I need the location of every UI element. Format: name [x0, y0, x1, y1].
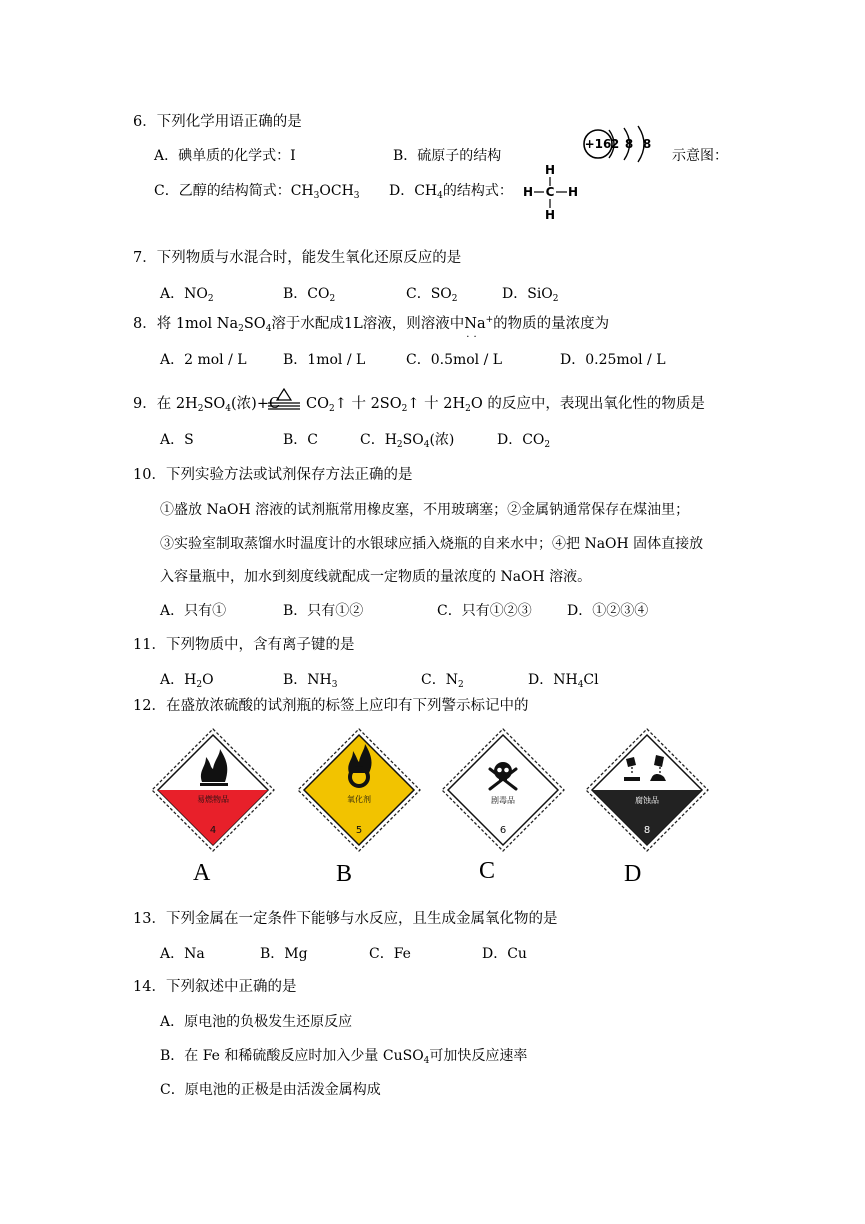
svg-text:H: H [567, 185, 579, 199]
atom-shell-2: 8 [624, 137, 634, 151]
q9-option-a: A．S [160, 432, 194, 448]
q8-option-d: D．0.25mol / L [560, 352, 666, 368]
hazard-sign-corrosive [584, 727, 710, 853]
q10-option-a: A．只有① [160, 603, 227, 619]
q14-option-b: B．在 Fe 和稀硫酸反应时加入少量 CuSO$_4$可加快反应速率 [160, 1048, 528, 1066]
question-11-stem: 11．下列物质中，含有离子键的是 [133, 637, 355, 653]
question-9-stem-part2: $CO_2↑$ 十 $2SO_2↑$ 十 $2H_2O$ 的反应中，表现出氧化性的物质是 [306, 396, 705, 414]
atom-nucleus-charge: +16 [584, 137, 612, 151]
svg-text:氧化剂: 氧化剂 [347, 795, 371, 804]
sign-letter-a: A [193, 860, 211, 886]
question-12-stem: 12．在盛放浓硫酸的试剂瓶的标签上应印有下列警示标记中的 [133, 698, 529, 714]
q6-option-b: B．硫原子的结构 [393, 148, 502, 164]
svg-text:剧毒品: 剧毒品 [491, 796, 515, 805]
sulfur-atom-structure-diagram [575, 120, 665, 170]
q9-option-b: B．C [283, 432, 318, 448]
atom-shell-3: 8 [642, 137, 652, 151]
q10-option-d: D．①②③④ [567, 603, 649, 619]
svg-text:H: H [522, 185, 534, 199]
svg-text:腐蚀品: 腐蚀品 [635, 796, 659, 805]
q11-option-a: A．$H_2O$ [160, 672, 214, 690]
q6-option-c: C．乙醇的结构简式：$CH_3OCH_3$ [154, 183, 360, 201]
q6-option-b-tail: 示意图： [672, 148, 728, 164]
q8-option-a: A．2 mol / L [160, 352, 247, 368]
q11-option-c: C．$N_2$ [421, 672, 464, 690]
svg-text:H: H [544, 163, 556, 177]
q14-option-c: C．原电池的正极是由活泼金属构成 [160, 1082, 381, 1098]
sign-letter-b: B [336, 861, 353, 887]
q7-option-b: B．$CO_2$ [283, 286, 336, 304]
emphasized-sodium-ion: Na+ ·· [464, 315, 494, 343]
svg-text:8: 8 [643, 825, 651, 836]
question-6-stem: 6．下列化学用语正确的是 [133, 114, 302, 130]
hazard-sign-flammable [150, 727, 276, 853]
svg-text:C: C [545, 185, 555, 199]
svg-text:H: H [544, 208, 556, 222]
question-10-stem: 10．下列实验方法或试剂保存方法正确的是 [133, 467, 413, 483]
question-7-stem: 7．下列物质与水混合时，能发生氧化还原反应的是 [133, 250, 462, 266]
q8-option-c: C．0.5mol / L [406, 352, 503, 368]
q13-option-d: D．Cu [482, 946, 527, 962]
q9-option-d: D．$CO_2$ [497, 432, 551, 450]
hazard-sign-oxidizer [296, 727, 422, 853]
sign-letter-c: C [479, 858, 496, 884]
sign-letter-d: D [624, 861, 642, 887]
question-14-stem: 14．下列叙述中正确的是 [133, 979, 297, 995]
q10-option-b: B．只有①② [283, 603, 364, 619]
q13-option-b: B．Mg [260, 946, 308, 962]
q10-statement-line2: ③实验室制取蒸馏水时温度计的水银球应插入烧瓶的自来水中；④把 NaOH 固体直接放 [160, 536, 704, 552]
svg-text:4: 4 [209, 825, 217, 836]
q6-option-d: D．$CH_4$的结构式： [389, 183, 513, 201]
q8-option-b: B．1mol / L [283, 352, 366, 368]
q13-option-a: A．Na [160, 946, 205, 962]
question-8-stem: 8．将 1mol $Na_2SO_4$溶于水配成1L溶液，则溶液中Na+ ·· 的物质的量浓度为 [133, 315, 610, 343]
q11-option-b: B．$NH_3$ [283, 672, 338, 690]
q10-statement-line1: ①盛放 NaOH 溶液的试剂瓶常用橡皮塞，不用玻璃塞；②金属钠通常保存在煤油里； [160, 502, 690, 518]
heating-condition-symbol [266, 386, 302, 410]
q7-option-a: A．$NO_2$ [160, 286, 214, 304]
q11-option-d: D．$NH_4Cl$ [528, 672, 599, 690]
atom-shell-1: 2 [610, 137, 620, 151]
svg-text:易燃物品: 易燃物品 [197, 795, 229, 804]
methane-structural-formula [518, 162, 584, 224]
hazard-sign-toxic [440, 727, 566, 853]
q7-option-c: C．$SO_2$ [406, 286, 458, 304]
question-9-stem-part1: 9．在 $2H_2SO_4$(浓)+C [133, 396, 281, 414]
q13-option-c: C．Fe [369, 946, 411, 962]
svg-text:6: 6 [499, 825, 507, 836]
q9-option-c: C．$H_2SO_4$(浓) [360, 432, 455, 450]
q7-option-d: D．SiO$_2$ [502, 286, 559, 304]
q6-option-a: A．碘单质的化学式：I [154, 148, 296, 164]
question-13-stem: 13．下列金属在一定条件下能够与水反应，且生成金属氧化物的是 [133, 911, 558, 927]
q14-option-a: A．原电池的负极发生还原反应 [160, 1014, 353, 1030]
q10-option-c: C．只有①②③ [437, 603, 532, 619]
q10-statement-line3: 入容量瓶中，加水到刻度线就配成一定物质的量浓度的 NaOH 溶液。 [160, 569, 592, 585]
svg-text:5: 5 [355, 825, 363, 836]
